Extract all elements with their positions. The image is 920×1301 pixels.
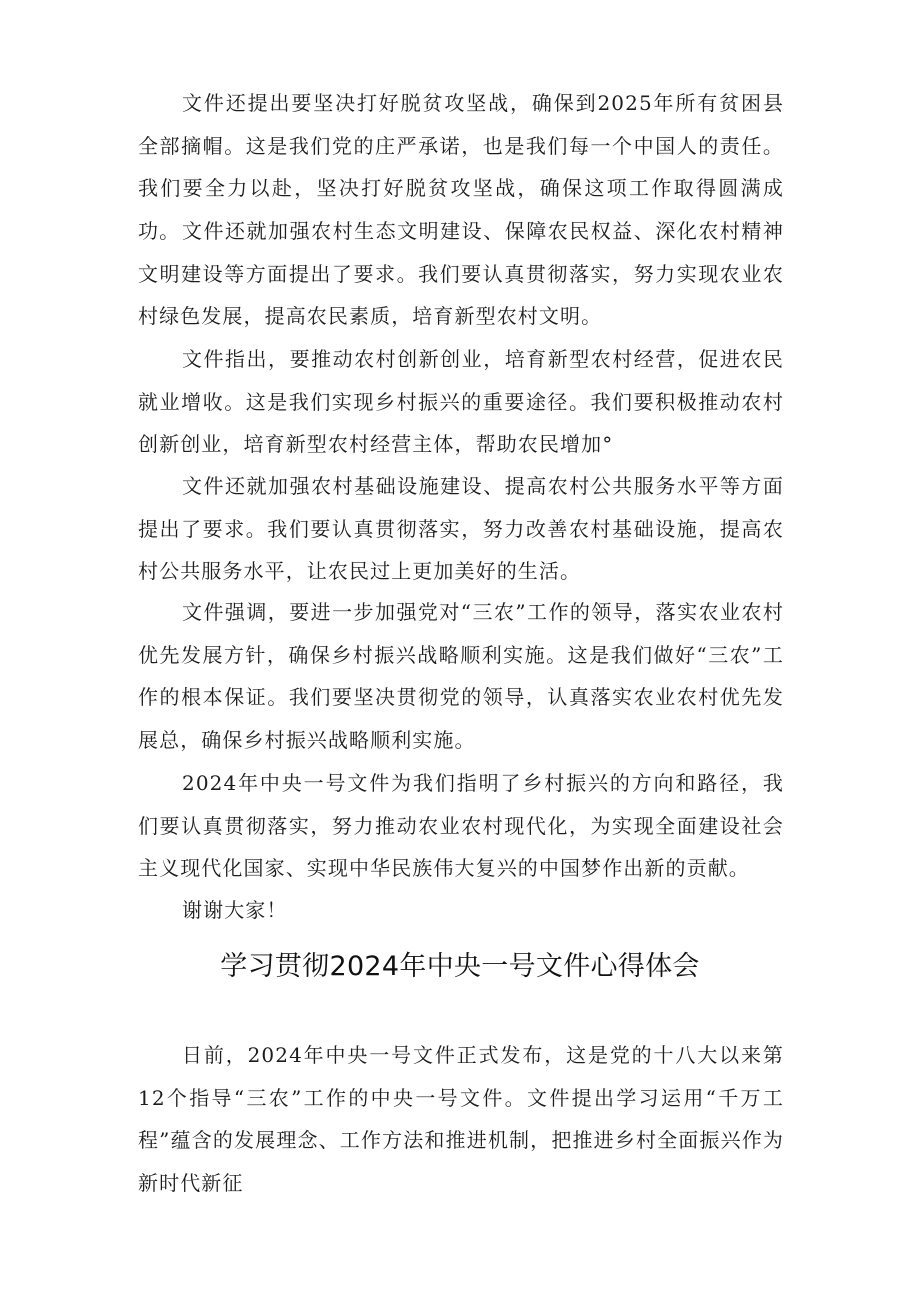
paragraph-ecological-civilization: 文件还就加强农村生态文明建设、保障农民权益、深化农村精神文明建设等方面提出了要求。我们要认真贯彻落实，努力实现农业农村绿色发展，提高农民素质，培育新型农村文明。 xyxy=(138,219,784,328)
paragraph-infrastructure: 文件还就加强农村基础设施建设、提高农村公共服务水平等方面提出了要求。我们要认真贯彻落实，努力改善农村基础设施，提高农村公共服务水平，让农民过上更加美好的生活。 xyxy=(138,474,784,583)
paragraph-intro: 日前，2024年中央一号文件正式发布，这是党的十八大以来第12个指导“三农”工作的中央一号文件。文件提出学习运用“千万工程”蕴含的发展理念、工作方法和推进机制，把推进乡村全面振兴作为新时代新征 xyxy=(138,1043,784,1195)
paragraph-thanks: 谢谢大家！ xyxy=(182,898,288,922)
paragraph-conclusion: 2024年中央一号文件为我们指明了乡村振兴的方向和路径，我们要认真贯彻落实，努力推动农业农村现代化，为实现全面建设社会主义现代化国家、实现中华民族伟大复兴的中国梦作出新的贡献。 xyxy=(138,771,784,880)
paragraph-poverty-alleviation: 文件还提出要坚决打好脱贫攻坚战，确保到2025年所有贫困县全部摘帽。这是我们党的庄严承诺，也是我们每一个中国人的责任。我们要全力以赴，坚决打好脱贫攻坚战，确保这项工作取得圆满成功。 xyxy=(138,91,784,243)
paragraph-innovation-entrepreneurship: 文件指出，要推动农村创新创业，培育新型农村经营，促进农民就业增收。这是我们实现乡村振兴的重要途径。我们要积极推动农村创新创业，培育新型农村经营主体，帮助农民增加° xyxy=(138,347,784,456)
document-title: 学习贯彻2024年中央一号文件心得体会 xyxy=(220,951,700,982)
paragraph-party-leadership: 文件强调，要进一步加强党对“三农”工作的领导，落实农业农村优先发展方针，确保乡村振兴战略顺利实施。这是我们做好“三农”工作的根本保证。我们要坚决贯彻党的领导，认真落实农业农村优先发展总，确保乡村振兴战略顺利实施。 xyxy=(138,600,784,752)
